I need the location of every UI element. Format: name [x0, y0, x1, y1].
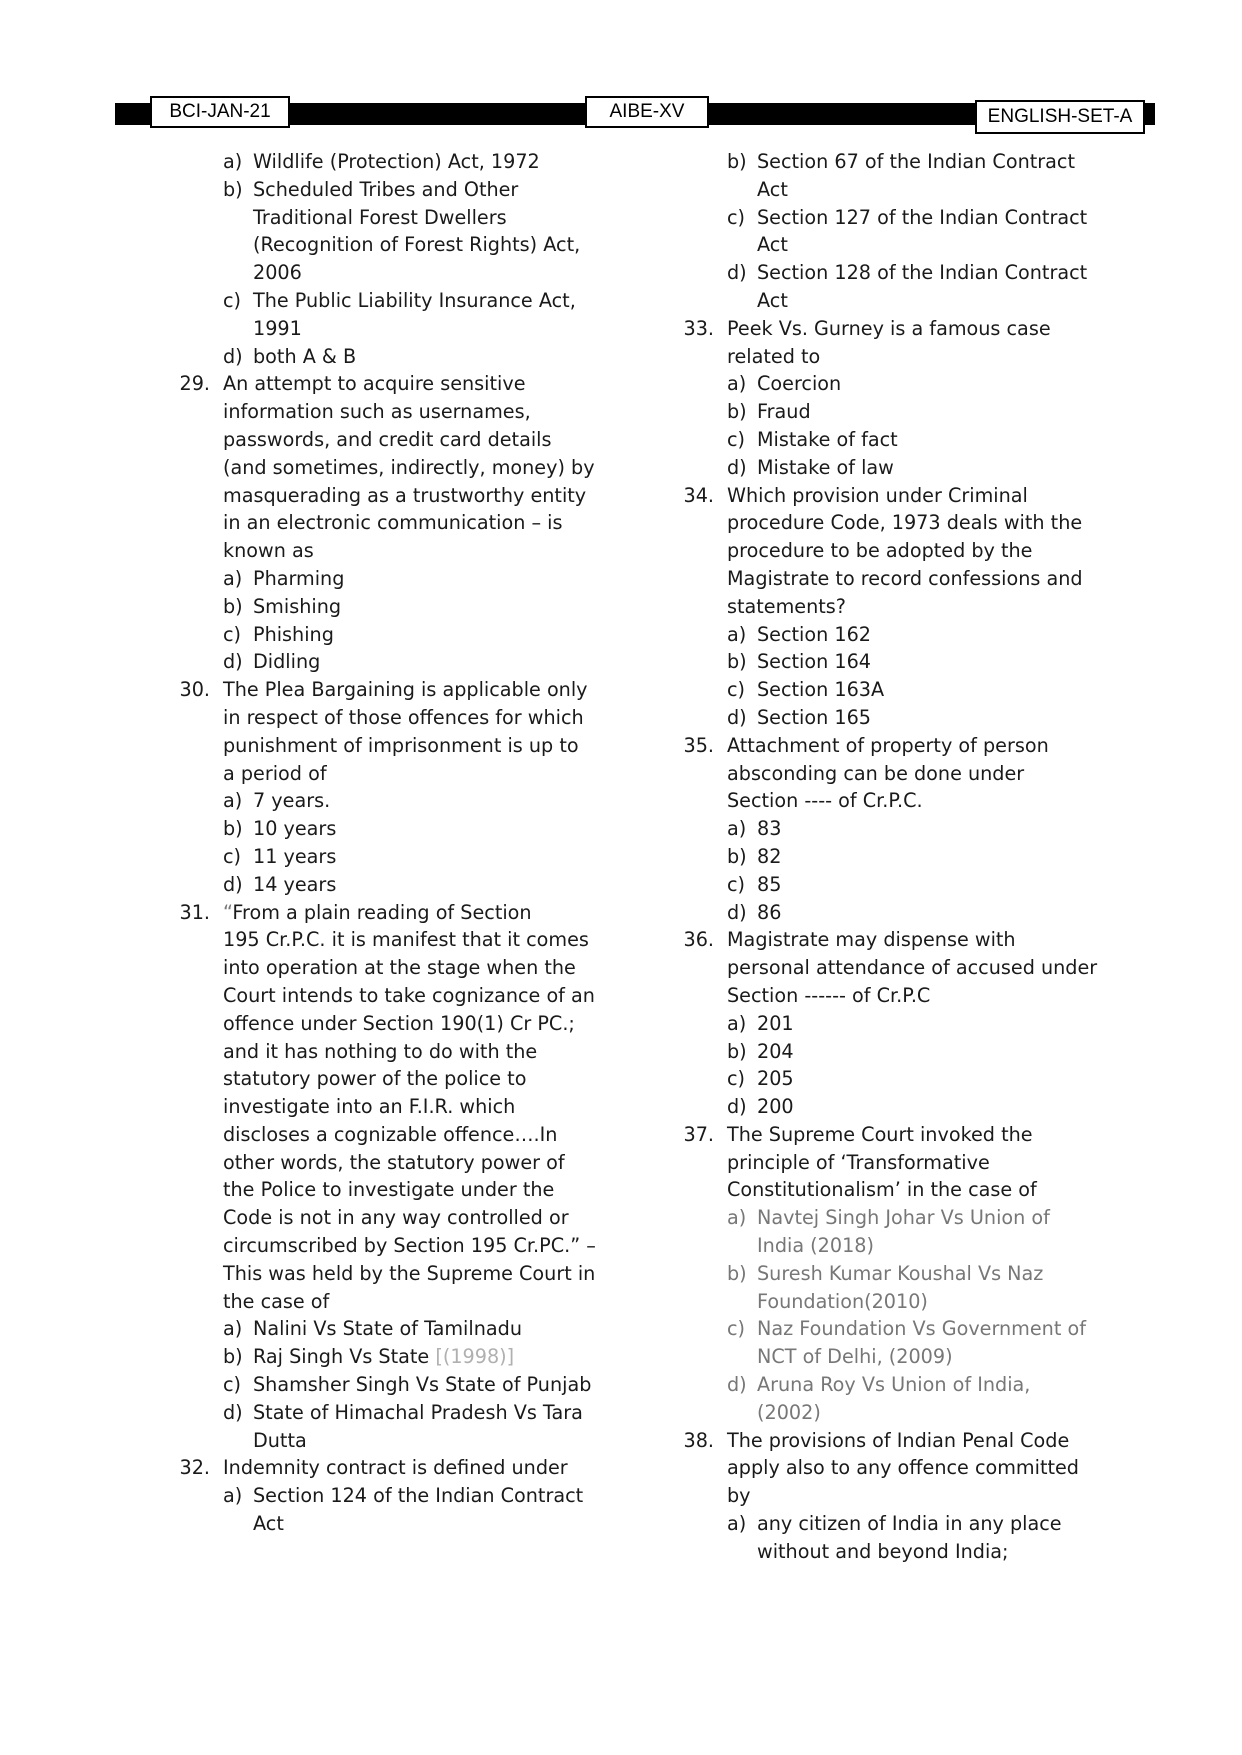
q36-option-c: c) 205: [727, 1067, 794, 1091]
q29-option-b: b) Smishing: [223, 594, 342, 618]
question-33: 33. Peek Vs. Gurney is a famous case: [683, 316, 1051, 340]
q31-option-d: d) State of Himachal Pradesh Vs Tara: [223, 1400, 583, 1424]
right-column: b) Section 67 of the Indian Contract Act c) Section 127 of the Indian Contract Act d) Section 128 of the Indian Contract Act 33. Peek Vs. Gurney is a famous case related to a) Coercion b) Fraud c) Mistake of fact d) Mistake of law 34. Which provision under Criminal procedure Code, 1973 deals with the procedure to be adopted by the Magistrate to record confessions and statements? a) Section 162 b) Section 164 c) Section 163A d) Section 165 35. Attachment of property of person absconding can be done under Section ---- of Cr.P.C. a) 83 b) 82 c) 85 d) 86 36. Magistrate may dispense with personal attendance of accused under Section ------ of Cr.P.C a) 201 b) 204 c) 205 d) 200 37. The Supreme Court invoked the principle of ‘Transformative Constitutionalism’ in the case of a) Navtej Singh Johar Vs Union of India (2018) b) Suresh Kumar Koushal Vs Naz Foundation(2010) c) Naz Foundation Vs Government of NCT of Delhi, (2009) d) Aruna Roy Vs Union of India, (2002) 38. The provisions of Indian Penal Code apply also to any offence committed by a) any citizen of India in any place without and beyond India;: [674, 148, 1094, 1566]
q28-option-b: b) Scheduled Tribes and Other: [223, 177, 519, 201]
q32-option-a: a) Section 124 of the Indian Contract: [223, 1484, 584, 1508]
left-column: a) Wildlife (Protection) Act, 1972 b) Scheduled Tribes and Other Traditional Forest Dwellers (Recognition of Forest Rights) Act, 2006 c) The Public Liability Insurance Act, 1991 d) both A & B 29. An attempt to acquire sensitive information such as usernames, passwords, and credit card details (and sometimes, indirectly, money) by masquerading as a trustworthy entity in an electronic communication – is known as a) Pharming b) Smishing c) Phishing d) Didling 30. The Plea Bargaining is applicable only in respect of those offences for which punishment of imprisonment is up to a period of a) 7 years. b) 10 years c) 11 years d) 14 years 31. “From a plain reading of Section 195 Cr.P.C. it is manifest that it comes into operation at the stage when the Court intends to take cognizance of an offence under Section 190(1) Cr PC.; and it has nothing to do with the statutory power of the police to investigate into an F.I.R. which discloses a cognizable offence….In other words, the statutory power of the Police to investigate under the Code is not in any way controlled or circumscribed by Section 195 Cr.PC.” – This was held by the Supreme Court in the case of a) Nalini Vs State of Tamilnadu b) Raj Singh Vs State [(1998)] c) Shamsher Singh Vs State of Punjab d) State of Himachal Pradesh Vs Tara Dutta 32. Indemnity contract is defined under a) Section 124 of the Indian Contract Act: [170, 148, 590, 1538]
question-35: 35. Attachment of property of person: [683, 733, 1049, 757]
q33-option-a: a) Coercion: [727, 372, 842, 396]
q31-option-c: c) Shamsher Singh Vs State of Punjab: [223, 1373, 592, 1397]
q32-option-d: d) Section 128 of the Indian Contract: [727, 261, 1088, 285]
question-30: 30. The Plea Bargaining is applicable only: [179, 678, 588, 702]
question-31: 31. “From a plain reading of Section: [179, 900, 532, 924]
q28-option-a: a) Wildlife (Protection) Act, 1972: [223, 150, 540, 173]
q29-option-a: a) Pharming: [223, 566, 345, 590]
q29-option-d: d) Didling: [223, 650, 321, 674]
q34-option-c: c) Section 163A: [727, 678, 885, 702]
q37-option-d: d) Aruna Roy Vs Union of India,: [727, 1373, 1031, 1397]
q34-option-a: a) Section 162: [727, 622, 872, 646]
q35-option-c: c) 85: [727, 872, 782, 896]
q34-option-b: b) Section 164: [727, 650, 872, 674]
question-37: 37. The Supreme Court invoked the: [683, 1122, 1033, 1146]
q30-option-c: c) 11 years: [223, 844, 337, 868]
question-38: 38. The provisions of Indian Penal Code: [683, 1428, 1070, 1452]
q37-option-a: a) Navtej Singh Johar Vs Union of: [727, 1206, 1050, 1230]
question-32: 32. Indemnity contract is defined under: [179, 1456, 568, 1480]
question-36: 36. Magistrate may dispense with: [683, 928, 1016, 952]
q37-option-b: b) Suresh Kumar Koushal Vs Naz: [727, 1261, 1044, 1285]
q35-option-d: d) 86: [727, 900, 782, 924]
header-set: ENGLISH-SET-A: [975, 100, 1145, 134]
q33-option-c: c) Mistake of fact: [727, 427, 898, 451]
q35-option-a: a) 83: [727, 817, 782, 841]
question-29: 29. An attempt to acquire sensitive: [179, 372, 526, 396]
q28-option-d: d) both A & B: [223, 344, 357, 368]
q37-option-c: c) Naz Foundation Vs Government of: [727, 1317, 1086, 1341]
q35-option-b: b) 82: [727, 844, 782, 868]
q38-option-a: a) any citizen of India in any place: [727, 1512, 1062, 1536]
q31-option-a: a) Nalini Vs State of Tamilnadu: [223, 1317, 522, 1341]
q30-option-a: a) 7 years.: [223, 789, 331, 813]
header-exam-title: AIBE-XV: [585, 96, 709, 128]
question-34: 34. Which provision under Criminal: [683, 483, 1028, 507]
q33-option-d: d) Mistake of law: [727, 455, 894, 479]
q30-option-d: d) 14 years: [223, 872, 337, 896]
q32-option-b: b) Section 67 of the Indian Contract: [727, 150, 1075, 173]
q33-option-b: b) Fraud: [727, 400, 811, 424]
q36-option-b: b) 204: [727, 1039, 794, 1063]
q30-option-b: b) 10 years: [223, 817, 337, 841]
q31-option-b: b) Raj Singh Vs State [(1998)]: [223, 1345, 515, 1369]
q36-option-d: d) 200: [727, 1095, 794, 1119]
q34-option-d: d) Section 165: [727, 705, 872, 729]
header-exam-code: BCI-JAN-21: [150, 96, 290, 128]
q28-option-c: c) The Public Liability Insurance Act,: [223, 288, 576, 312]
q36-option-a: a) 201: [727, 1011, 794, 1035]
q32-option-c: c) Section 127 of the Indian Contract: [727, 205, 1088, 229]
q29-option-c: c) Phishing: [223, 622, 334, 646]
